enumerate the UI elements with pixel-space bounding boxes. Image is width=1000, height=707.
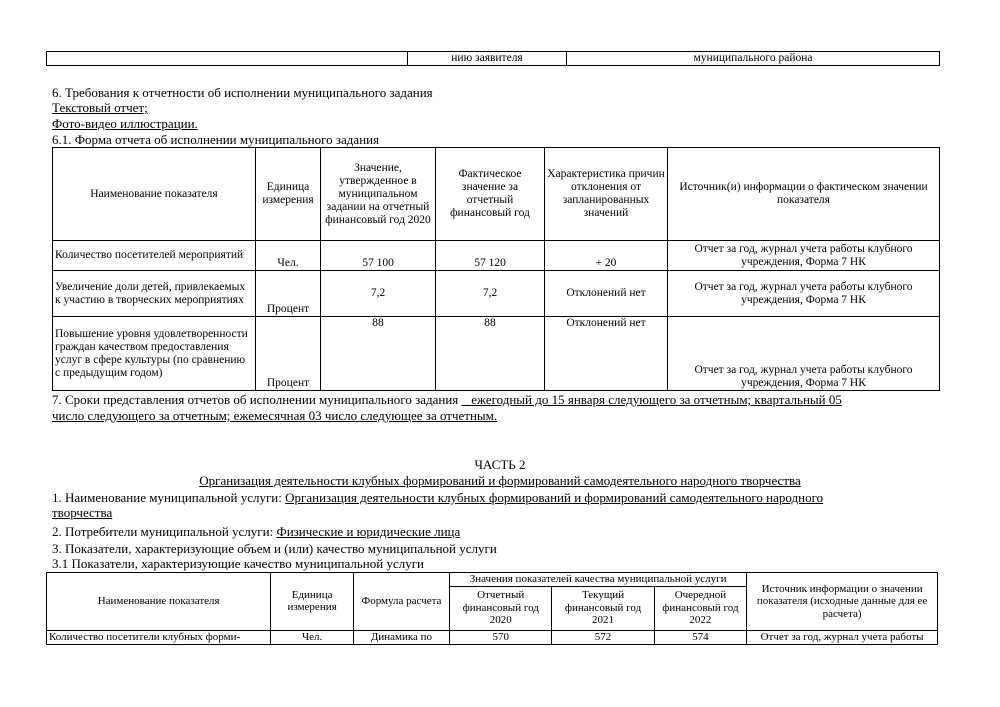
cell-planned: 88 [321, 317, 436, 391]
header-planned: Значение, утвержденное в муниципальном задании на отчетный финансовый год 2020 [321, 148, 436, 241]
header-group: Значения показателей качества муниципальной услуги [450, 573, 747, 587]
section7-line2: число следующего за отчетным; ежемесячная 03 число следующее за отчетным. [52, 408, 498, 423]
cell-formula: Динамика по [353, 630, 449, 644]
cell-name: Количество посетители клубных форми- [47, 630, 271, 644]
indicators-line: 3. Показатели, характеризующие объем и (или) качество муниципальной услуги [52, 541, 497, 556]
table-cell [47, 52, 408, 66]
section7-line1 [52, 393, 842, 407]
section7-prefix: 7. Сроки представления отчетов об исполнении муниципального задания [52, 392, 462, 407]
table-header-row [47, 573, 938, 587]
table-row [53, 317, 940, 391]
top-continuation-table [46, 51, 940, 66]
table-row [53, 241, 940, 271]
cell-2021: 572 [552, 630, 654, 644]
header-unit: Единица измерения [271, 573, 354, 631]
header-name: Наименование показателя [47, 573, 271, 631]
table-row [47, 52, 940, 66]
consumers-label: 2. Потребители муниципальной услуги: [52, 524, 277, 539]
cell-actual: 88 [436, 317, 545, 391]
table-header-row [53, 148, 940, 241]
cell-planned: 7,2 [321, 271, 436, 317]
cell-planned: 57 100 [321, 241, 436, 271]
section6-item-text-report: Текстовый отчет; [52, 100, 148, 115]
table-row [47, 630, 938, 644]
section7-terms: _ ежегодный до 15 января следующего за отчетным; квартальный 05 [461, 392, 842, 407]
cell-source: Отчет за год, журнал учета работы [747, 630, 938, 644]
cell-2020: 570 [450, 630, 552, 644]
cell-name: Увеличение доли детей, привлекаемых к участию в творческих мероприятиях [53, 271, 256, 317]
cell-name: Количество посетителей мероприятий [53, 241, 256, 271]
cell-unit: Процент [256, 271, 321, 317]
cell-deviation: Отклонений нет [545, 271, 668, 317]
header-source: Источник(и) информации о фактическом значении показателя [668, 148, 940, 241]
cell-unit: Чел. [271, 630, 354, 644]
consumers-value: Физические и юридические лица [276, 524, 461, 539]
cell-source: Отчет за год, журнал учета работы клубного учреждения, Форма 7 НК [668, 271, 940, 317]
header-source: Источник информации о значении показателя (исходные данные для ее расчета) [747, 573, 938, 631]
cell-source: Отчет за год, журнал учета работы клубного учреждения, Форма 7 НК [668, 241, 940, 271]
table-row [53, 271, 940, 317]
table-cell: муниципального района [567, 52, 940, 66]
cell-deviation: Отклонений нет [545, 317, 668, 391]
cell-unit: Чел. [256, 241, 321, 271]
service-name-line [52, 491, 823, 505]
section6-heading: 6. Требования к отчетности об исполнении муниципального задания [52, 85, 433, 100]
consumers-line [52, 525, 460, 539]
cell-2022: 574 [654, 630, 746, 644]
section6-subheading: 6.1. Форма отчета об исполнении муниципального задания [52, 132, 380, 147]
header-unit: Единица измерения [256, 148, 321, 241]
service-name-value: Организация деятельности клубных формирований и формирований самодеятельного народного [285, 490, 824, 505]
cell-name: Повышение уровня удовлетворенности граждан качеством предоставления услуг в сфере культуры (по сравнению с предыдущим годом) [53, 317, 256, 391]
header-formula: Формула расчета [353, 573, 449, 631]
service-name-value-cont: творчества [52, 505, 113, 520]
quality-table [46, 572, 938, 645]
section6-item-photo-video: Фото-видео иллюстрации. [52, 116, 198, 131]
table-cell: нию заявителя [408, 52, 567, 66]
cell-actual: 7,2 [436, 271, 545, 317]
header-2020: Отчетный финансовый год 2020 [450, 586, 552, 630]
cell-deviation: + 20 [545, 241, 668, 271]
cell-actual: 57 120 [436, 241, 545, 271]
header-actual: Фактическое значение за отчетный финансовый год [436, 148, 545, 241]
service-name-label: 1. Наименование муниципальной услуги: [52, 490, 286, 505]
header-2022: Очередной финансовый год 2022 [654, 586, 746, 630]
cell-unit: Процент [256, 317, 321, 391]
quality-line: 3.1 Показатели, характеризующие качество муниципальной услуги [52, 556, 424, 571]
cell-source: Отчет за год, журнал учета работы клубного учреждения, Форма 7 НК [668, 317, 940, 391]
part2-title: ЧАСТЬ 2 [474, 457, 526, 472]
header-2021: Текущий финансовый год 2021 [552, 586, 654, 630]
header-deviation: Характеристика причин отклонения от запланированных значений [545, 148, 668, 241]
report-table [52, 147, 940, 391]
part2-subtitle: Организация деятельности клубных формирований и формирований самодеятельного народного творчества [199, 473, 801, 488]
header-name: Наименование показателя [53, 148, 256, 241]
